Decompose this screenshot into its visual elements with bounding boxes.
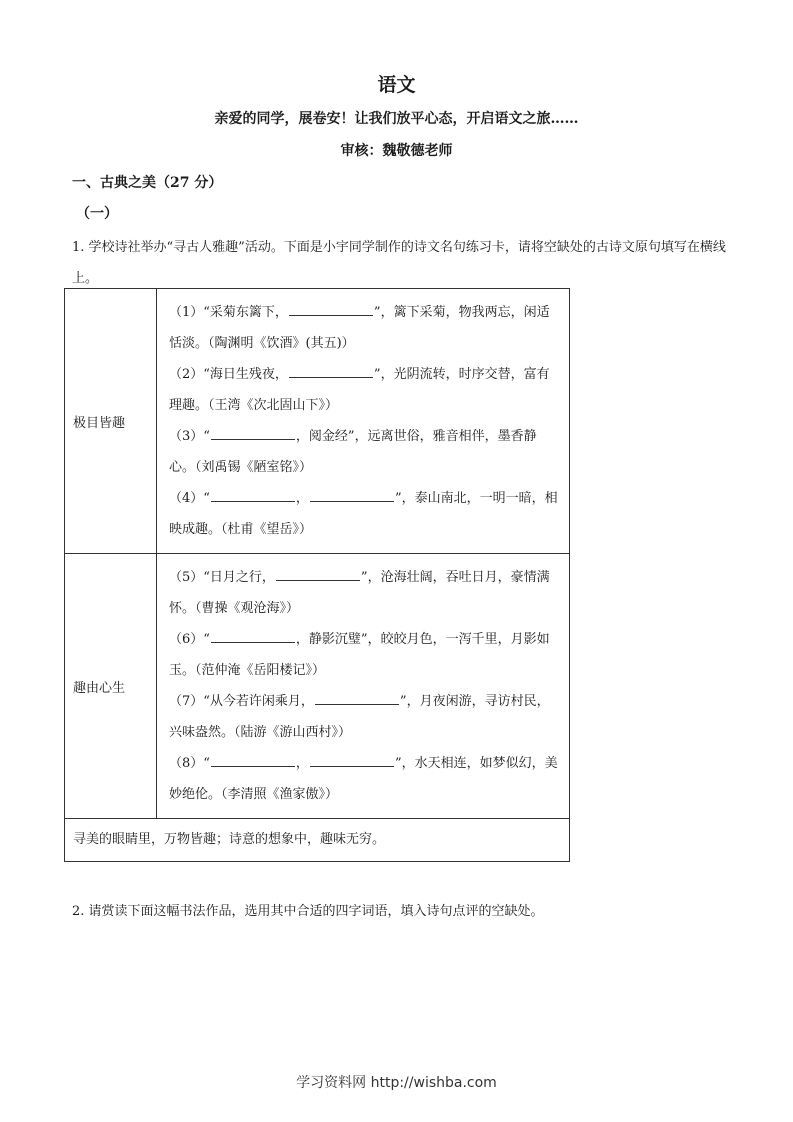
section-heading: 一、古典之美（27 分） <box>72 175 223 191</box>
answer-blank[interactable] <box>315 689 399 705</box>
practice-card-table <box>64 288 570 862</box>
list-item <box>169 686 561 748</box>
list-item <box>169 562 561 624</box>
answer-blank[interactable] <box>211 486 295 502</box>
answer-blank[interactable] <box>211 424 295 440</box>
items-cell <box>157 289 570 554</box>
question-1-text: 1. 学校诗社举办“寻古人雅趣”活动。下面是小宇同学制作的诗文名句练习卡，请将空缺处的古诗文原句填写在横线上。 <box>72 240 726 286</box>
list-item <box>169 359 561 421</box>
reviewer-line: 审核：魏敬德老师 <box>340 143 453 159</box>
item-suffix: ”，水天相连，如梦似幻，美妙绝伦。（李清照《渔家傲》） <box>169 756 558 802</box>
footer-watermark[interactable]: 学习资料网 http://wishba.com <box>296 1075 497 1091</box>
page-subtitle: 亲爱的同学，展卷安！让我们放平心态，开启语文之旅…… <box>214 111 579 127</box>
category-cell: 趣由心生 <box>65 554 157 819</box>
list-item <box>169 748 561 810</box>
item-suffix: ，阅金经”，远离世俗，雅音相伴，墨香静心。（刘禹锡《陋室铭》） <box>169 429 537 475</box>
answer-blank[interactable] <box>289 300 373 316</box>
subsection-heading: （一） <box>76 206 118 222</box>
answer-blank[interactable] <box>289 362 373 378</box>
item-suffix: ”，泰山南北，一明一暗，相映成趣。（杜甫《望岳》） <box>169 491 558 537</box>
list-item <box>169 624 561 686</box>
table-row <box>65 819 570 862</box>
answer-blank[interactable] <box>211 751 295 767</box>
item-prefix: （8）“ <box>169 756 210 771</box>
answer-blank[interactable] <box>310 751 394 767</box>
item-suffix: ”，沧海壮阔，吞吐日月，豪情满怀。（曹操《观沧海》） <box>169 570 550 616</box>
item-mid: ， <box>295 756 309 771</box>
item-prefix: （1）“采菊东篱下， <box>169 305 288 320</box>
item-suffix: ，静影沉璧”，皎皎月色，一泻千里，月影如玉。（范仲淹《岳阳楼记》） <box>169 632 550 678</box>
item-mid: ， <box>295 491 309 506</box>
table-row <box>65 554 570 819</box>
items-cell <box>157 554 570 819</box>
list-item <box>169 483 561 545</box>
item-suffix: ”，篱下采菊，物我两忘，闲适恬淡。（陶渊明《饮酒》(其五)） <box>169 305 550 351</box>
category-cell: 极目皆趣 <box>65 289 157 554</box>
item-suffix: ”，光阴流转，时序交替，富有理趣。（王湾《次北固山下》） <box>169 367 550 413</box>
question-2-text: 2. 请赏读下面这幅书法作品，选用其中合适的四字词语，填入诗句点评的空缺处。 <box>72 904 544 919</box>
item-prefix: （2）“海日生残夜， <box>169 367 288 382</box>
list-item <box>169 297 561 359</box>
page-title: 语文 <box>377 74 416 96</box>
item-prefix: （3）“ <box>169 429 210 444</box>
answer-blank[interactable] <box>211 627 295 643</box>
answer-blank[interactable] <box>310 486 394 502</box>
summary-cell: 寻美的眼睛里，万物皆趣；诗意的想象中，趣味无穷。 <box>65 819 570 862</box>
table-row <box>65 289 570 554</box>
item-prefix: （4）“ <box>169 491 210 506</box>
answer-blank[interactable] <box>276 565 360 581</box>
item-prefix: （5）“日月之行， <box>169 570 275 585</box>
item-suffix: ”，月夜闲游，寻访村民，兴味盎然。（陆游《游山西村》） <box>169 694 550 740</box>
item-prefix: （6）“ <box>169 632 210 647</box>
list-item <box>169 421 561 483</box>
item-prefix: （7）“从今若许闲乘月， <box>169 694 314 709</box>
